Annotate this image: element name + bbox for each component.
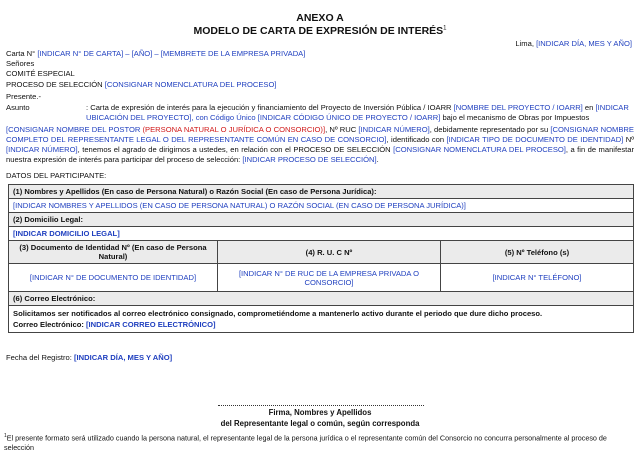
selection-process-line: PROCESO DE SELECCIÓN [CONSIGNAR NOMENCLATURA DEL PROCESO] [6, 80, 277, 89]
table-row [9, 227, 634, 241]
place-date-line: Lima, [INDICAR DÍA, MES Y AÑO] [515, 39, 632, 48]
ruc-header: (4) R. U. C Nº [218, 241, 441, 264]
letter-number-line: Carta N° [INDICAR N° DE CARTA] – [AÑO] – [MEMBRETE DE LA EMPRESA PRIVADA] [6, 49, 306, 58]
table-row [9, 292, 634, 306]
ruc-number-placeholder: [INDICAR NÚMERO] [358, 125, 430, 134]
title-footnote-mark: 1 [443, 25, 447, 32]
id-document-header: (3) Documento de Identidad Nº (En caso de Persona Natural) [9, 241, 218, 264]
footnote-mark: 1 [4, 433, 7, 439]
table-row [9, 264, 634, 292]
letter-model-title: MODELO DE CARTA DE EXPRESIÓN DE INTERÉS$^1$ [193, 25, 447, 37]
table-row [9, 241, 634, 264]
email-value-field[interactable]: [INDICAR CORREO ELECTRÓNICO] [86, 320, 216, 329]
email-notification-consent: Solicitamos ser notificados al correo electrónico consignado, comprometiéndome a mantenerlo activo durante el periodo que dure dicho proceso. [13, 309, 543, 318]
email-cell [9, 306, 634, 333]
letter-number-placeholder: [INDICAR N° DE CARTA] – [AÑO] – [MEMBRETE DE LA EMPRESA PRIVADA] [37, 49, 306, 58]
phone-value-field[interactable]: [INDICAR N° TELÉFONO] [441, 264, 634, 292]
name-value-field[interactable]: [INDICAR NOMBRES Y APELLIDOS (EN CASO DE PERSONA NATURAL) O RAZÓN SOCIAL (EN CASO DE PERSONA JURÍDICA)] [9, 199, 634, 213]
legal-representative-placeholder: [CONSIGNAR NOMBRE COMPLETO DEL REPRESENTANTE LEGAL O DEL REPRESENTANTE COMÚN EN CASO DE CONSORCIO] [6, 125, 634, 144]
ruc-value-field[interactable]: [INDICAR N° DE RUC DE LA EMPRESA PRIVADA O CONSORCIO] [218, 264, 441, 292]
selection-process-placeholder: [INDICAR PROCESO DE SELECCIÓN] [242, 155, 377, 164]
document-number-placeholder: [INDICAR NÚMERO] [6, 145, 78, 154]
phone-header: (5) Nº Teléfono (s) [441, 241, 634, 264]
registration-date-placeholder: [INDICAR DÍA, MES Y AÑO] [73, 353, 173, 362]
presente-line: Presente.- [6, 92, 42, 101]
email-header: (6) Correo Electrónico: [9, 292, 634, 306]
annex-title: ANEXO A [296, 12, 344, 24]
address-value-field[interactable]: [INDICAR DOMICILIO LEGAL] [9, 227, 634, 241]
participant-data-heading: DATOS DEL PARTICIPANTE: [6, 171, 107, 180]
signature-label: Firma, Nombres y Apellidos [268, 408, 372, 417]
participant-data-table [8, 184, 634, 333]
document-type-placeholder: [INDICAR TIPO DE DOCUMENTO DE IDENTIDAD] [446, 135, 624, 144]
registration-date-line: Fecha del Registro: [INDICAR DÍA, MES Y AÑO] [6, 353, 173, 362]
salutation-senores: Señores [6, 59, 35, 68]
committee-name: COMITÉ ESPECIAL [6, 69, 75, 78]
date-placeholder: [INDICAR DÍA, MES Y AÑO] [536, 39, 632, 48]
table-row [9, 185, 634, 199]
table-row [9, 306, 634, 333]
signature-role-label: del Representante legal o común, según corresponda [220, 419, 420, 428]
signature-line [218, 405, 424, 406]
project-name-placeholder: [NOMBRE DEL PROYECTO / IOARR] [453, 103, 583, 112]
letter-body: [CONSIGNAR NOMBRE DEL POSTOR (PERSONA NATURAL O JURÍDICA O CONSORCIO)], Nº RUC [INDICAR NÚMERO], debidamente representado por su [CONSIGNAR NOMBRE COMPLETO DEL REPRESENTANTE LEGAL O DEL REPRESENTANTE COMÚN EN CASO DE CONSORCIO], identificado con [INDICAR TIPO DE DOCUMENTO DE IDENTIDAD] Nº [INDICAR NÚMERO], tenemos el agrado de dirigirnos a ustedes, en relación con el PROCESO DE SELECCIÓN [CONSIGNAR NOMENCLATURA DEL PROCESO], a fin de manifestar nuestra expresión de interés para participar del proceso de selección: [INDICAR PROCESO DE SELECCIÓN]. [6, 125, 634, 164]
table-row [9, 199, 634, 213]
process-nomenclature-placeholder: [CONSIGNAR NOMENCLATURA DEL PROCESO] [104, 80, 277, 89]
id-document-value-field[interactable]: [INDICAR N° DE DOCUMENTO DE IDENTIDAD] [9, 264, 218, 292]
bidder-type-placeholder: (PERSONA NATURAL O JURÍDICA O CONSORCIO)] [142, 125, 326, 134]
footnote [4, 431, 636, 453]
email-line: Correo Electrónico: [INDICAR CORREO ELECTRÓNICO] [13, 320, 216, 329]
subject-label: Asunto [6, 103, 30, 112]
footnote-text: El presente formato será utilizado cuando la persona natural, el representante legal de la persona jurídica o el representante común del Consorcio no concurra personalmente al proceso de selección [4, 433, 607, 453]
address-header: (2) Domicilio Legal: [9, 213, 634, 227]
bidder-name-placeholder: [CONSIGNAR NOMBRE DEL POSTOR [6, 125, 141, 134]
subject-text: : Carta de expresión de interés para la ejecución y financiamiento del Proyecto de Inversión Pública / IOARR [NOMBRE DEL PROYECTO / IOARR] en [INDICAR UBICACIÓN DEL PROYECTO], con Código Único [INDICAR CÓDIGO ÚNICO DE PROYECTO / IOARR] bajo el mecanismo de Obras por Impuestos [86, 103, 629, 122]
project-location-placeholder: [INDICAR UBICACIÓN DEL PROYECTO], con Código Único [INDICAR CÓDIGO ÚNICO DE PROYECTO / IOARR] [86, 103, 629, 122]
process-name-placeholder: [CONSIGNAR NOMENCLATURA DEL PROCESO] [393, 145, 566, 154]
table-row [9, 213, 634, 227]
name-header: (1) Nombres y Apellidos (En caso de Persona Natural) o Razón Social (En caso de Persona Jurídica): [9, 185, 634, 199]
